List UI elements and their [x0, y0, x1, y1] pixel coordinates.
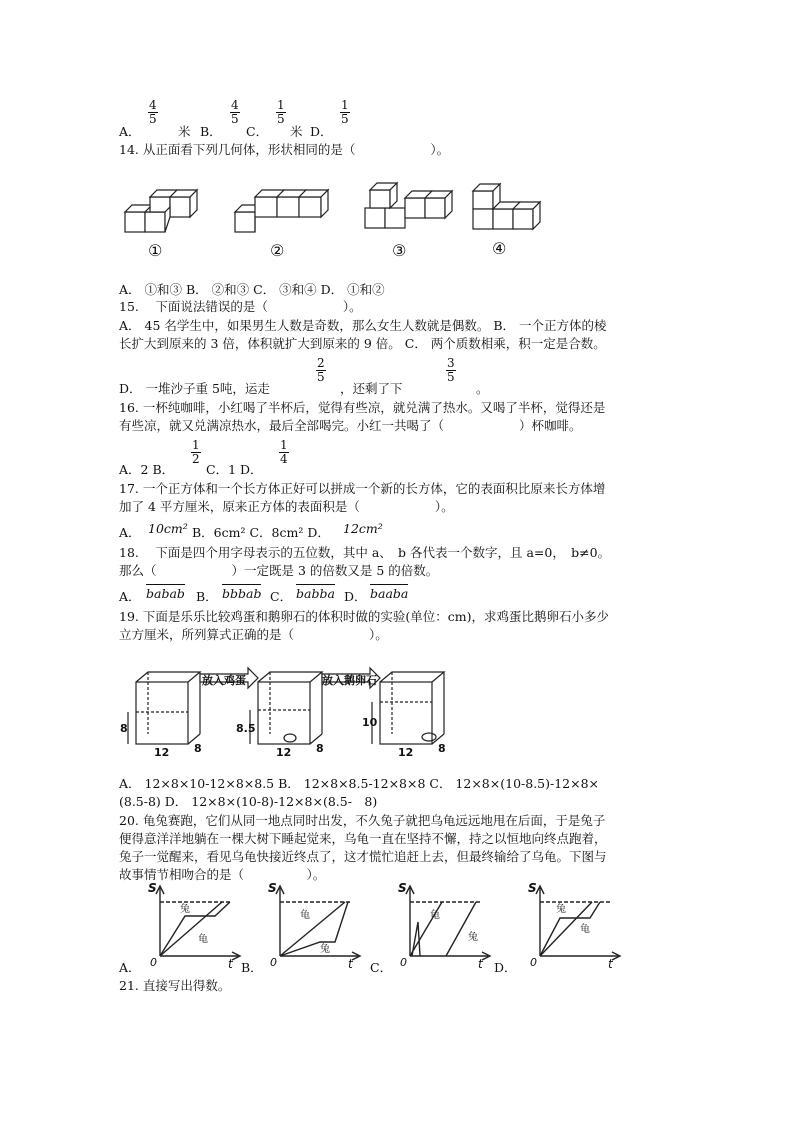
q20-b-origin: 0: [270, 956, 277, 969]
q16-fraction-b: $\frac{1}{2}$: [192, 438, 200, 466]
q20-a-axis-t: t: [228, 957, 233, 971]
q20-b-axis-t: t: [348, 957, 353, 971]
q20-a-turtle: 龟: [198, 934, 208, 945]
q19-box-1: [128, 672, 200, 744]
q17-line-2: 加了 4 平方厘米，原来正方体的表面积是（ ）。: [119, 499, 454, 514]
q13-unit-c: 米: [290, 124, 303, 139]
q20-b-axis-s: S: [268, 881, 277, 895]
q19-length-2: 12: [276, 746, 292, 759]
q14-cube-figures: [120, 178, 550, 263]
q15-line-1: A． 45 名学生中，如果男生人数是奇数，那么女生人数就是偶数。 B． 一个正方体的棱: [119, 318, 607, 333]
q19-options-line-2: (8.5-8) D． 12×8×(10-8)-12×8×(8.5- 8): [119, 794, 378, 809]
q20-graphs: [140, 881, 620, 971]
q20-a-axis-s: S: [148, 881, 157, 895]
q16-line-1: 16. 一杯纯咖啡，小红喝了半杯后，觉得有些凉，就兑满了热水。又喝了半杯，觉得还是: [119, 400, 606, 415]
q15-option-d-end: 。: [476, 381, 489, 396]
q13-option-d: D．: [310, 124, 333, 139]
q13-fraction-d: $\frac{1}{5}$: [341, 98, 349, 126]
q18-option-b: B．: [196, 589, 218, 604]
q15-fraction-1: $\frac{2}{5}$: [317, 356, 325, 384]
q18-value-c: babba: [296, 586, 335, 601]
q20-d-rabbit: 兔: [556, 904, 566, 915]
q20-a-origin: 0: [150, 956, 157, 969]
q20-b-turtle: 龟: [300, 910, 310, 921]
q20-option-a: A．: [119, 960, 141, 975]
q20-d-axis-s: S: [528, 881, 537, 895]
q20-c-rabbit: 兔: [468, 932, 478, 943]
q15-stem: 15. 下面说法错误的是（ ）。: [119, 299, 362, 314]
q14-label-3: ③: [392, 241, 407, 260]
q19-width-3: 8: [438, 742, 446, 755]
q20-c-axis-s: S: [398, 881, 407, 895]
q13-option-c: C．: [246, 124, 269, 139]
q14-label-1: ①: [148, 241, 163, 260]
q18-option-c: C．: [270, 589, 293, 604]
q19-arrow-label-1: 放入鸡蛋: [202, 674, 246, 687]
q19-arrow-label-2: 放入鹅卵石: [322, 674, 377, 687]
q19-width-1: 8: [194, 742, 202, 755]
q18-value-b: bbbab: [222, 586, 262, 601]
q20-d-axis-t: t: [608, 957, 613, 971]
q17-option-bcd: B．6cm² C．8cm² D．: [192, 525, 330, 540]
q14-options: A． ①和③ B． ②和③ C． ③和④ D． ①和②: [119, 282, 385, 297]
q20-graph-b: [276, 886, 360, 960]
q15-option-d-mid: ，还剩了下: [340, 381, 403, 396]
q14-figure-1: [125, 190, 197, 232]
q15-fraction-2: $\frac{3}{5}$: [447, 356, 455, 384]
q18-option-d: D．: [344, 589, 367, 604]
q14-figure-2: [235, 190, 328, 232]
q20-graph-c: [406, 886, 490, 960]
q20-d-origin: 0: [530, 956, 537, 969]
q13-fraction-c: $\frac{1}{5}$: [277, 98, 285, 126]
q19-box-3: [372, 672, 444, 744]
q18-line-1: 18. 下面是四个用字母表示的五位数，其中 a、 b 各代表一个数字，且 a=0， b≠0。: [119, 545, 611, 560]
q19-height-2: 8.5: [236, 722, 256, 735]
q13-fraction-b: $\frac{4}{5}$: [231, 98, 239, 126]
q19-width-2: 8: [316, 742, 324, 755]
q13-unit-a: 米: [178, 124, 191, 139]
q15-line-2: 长扩大到原来的 3 倍，体积就扩大到原来的 9 倍。 C． 两个质数相乘，积一定是合数。: [119, 336, 606, 351]
q17-option-a: A．: [119, 525, 141, 540]
q20-a-rabbit: 兔: [180, 904, 190, 915]
q14-figure-3: [365, 183, 452, 228]
q20-line-3: 兔子一觉醒来，看见乌龟快接近终点了，这才慌忙追赶上去，但最终输给了乌龟。下图与: [119, 849, 607, 864]
q14-label-2: ②: [270, 241, 285, 260]
q20-b-rabbit: 兔: [320, 944, 330, 955]
q14-label-4: ④: [492, 239, 507, 258]
q19-experiment-figure: [118, 660, 448, 760]
q20-option-b: B．: [241, 960, 263, 975]
q20-c-axis-t: t: [478, 957, 483, 971]
q19-length-1: 12: [154, 746, 170, 759]
q20-line-4: 故事情节相吻合的是（ ）。: [119, 867, 326, 882]
q14-figure-4: [473, 184, 540, 229]
q20-c-turtle: 龟: [430, 910, 440, 921]
q20-option-d: D．: [494, 960, 517, 975]
q16-option-ab: A．2 B．: [119, 462, 175, 477]
q18-option-a: A．: [119, 589, 141, 604]
q20-line-1: 20. 龟兔赛跑，它们从同一地点同时出发，不久兔子就把乌龟远远地甩在后面，于是兔子: [119, 813, 606, 828]
q19-height-3: 10: [362, 716, 378, 729]
q15-option-d: D． 一堆沙子重 5吨，运走: [119, 381, 270, 396]
q20-graph-d: [536, 886, 620, 960]
q20-graph-a: [156, 886, 240, 960]
q19-options-line-1: A． 12×8×10-12×8×8.5 B． 12×8×8.5-12×8×8 C． 12×8×(10-8.5)-12×8×: [119, 776, 600, 791]
q21-stem: 21. 直接写出得数。: [119, 978, 231, 993]
q16-option-cd: C．1 D．: [206, 462, 263, 477]
q19-line-2: 立方厘米，所列算式正确的是（ ）。: [119, 627, 388, 642]
q16-line-2: 有些凉，就又兑满凉热水，最后全部喝完。小红一共喝了（ ）杯咖啡。: [119, 418, 582, 433]
q17-line-1: 17. 一个正方体和一个长方体正好可以拼成一个新的长方体，它的表面积比原来长方体增: [119, 481, 606, 496]
q16-fraction-d: $\frac{1}{4}$: [280, 438, 288, 466]
q18-value-a: babab: [146, 586, 185, 601]
q14-stem: 14. 从正面看下列几何体，形状相同的是（ ）。: [119, 142, 450, 157]
q17-value-d: 12cm²: [343, 521, 383, 536]
q20-option-c: C．: [370, 960, 393, 975]
q17-value-a: 10cm²: [148, 521, 188, 536]
q18-value-d: baaba: [370, 586, 409, 601]
q20-d-turtle: 龟: [580, 924, 590, 935]
q19-length-3: 12: [398, 746, 414, 759]
q19-height-1: 8: [120, 722, 128, 735]
q18-line-2: 那么（ ）一定既是 3 的倍数又是 5 的倍数。: [119, 563, 439, 578]
q13-option-a: A．: [119, 124, 141, 139]
q20-c-origin: 0: [400, 956, 407, 969]
q13-fraction-a: $\frac{4}{5}$: [149, 98, 157, 126]
q20-line-2: 便得意洋洋地躺在一棵大树下睡起觉来，乌龟一直在坚持不懈，持之以恒地向终点跑着，: [119, 831, 607, 846]
q13-option-b: B．: [200, 124, 222, 139]
q19-box-2: [250, 672, 322, 744]
q19-line-1: 19. 下面是乐乐比较鸡蛋和鹅卵石的体积时做的实验(单位：cm)，求鸡蛋比鹅卵石小多少: [119, 609, 609, 624]
